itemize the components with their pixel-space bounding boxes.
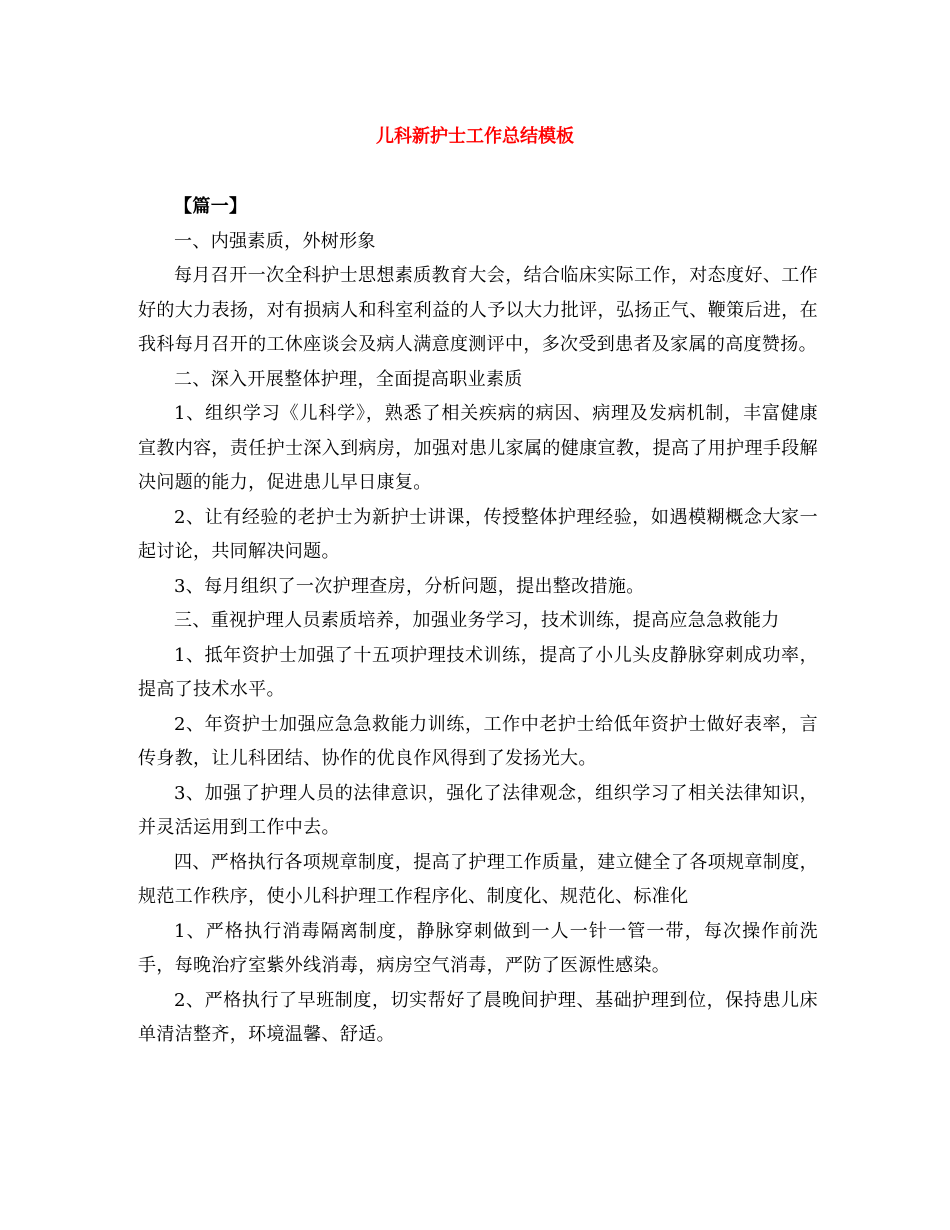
heading-1: 一、内强素质，外树形象 [174, 230, 376, 252]
paragraph: 每月召开一次全科护士思想素质教育大会，结合临床实际工作，对态度好、工作好的大力表扬，对有损病人和科室利益的人予以大力批评，弘扬正气、鞭策后进，在我科每月召开的工休座谈会及病人满意度测评中，多次受到患者及家属的高度赞扬。 [138, 265, 818, 355]
paragraph: 1、抵年资护士加强了十五项护理技术训练，提高了小儿头皮静脉穿刺成功率，提高了技术水平。 [138, 644, 818, 700]
document-title: 儿科新护士工作总结模板 [376, 126, 574, 147]
heading-2: 二、深入开展整体护理，全面提高职业素质 [174, 368, 523, 390]
paragraph: 3、加强了护理人员的法律意识，强化了法律观念，组织学习了相关法律知识，并灵活运用到工作中去。 [138, 782, 818, 838]
heading-3: 三、重视护理人员素质培养，加强业务学习，技术训练，提高应急急救能力 [174, 610, 780, 631]
paragraph: 1、严格执行消毒隔离制度，静脉穿刺做到一人一针一管一带，每次操作前洗手，每晚治疗室紫外线消毒，病房空气消毒，严防了医源性感染。 [138, 920, 818, 976]
heading-4: 四、严格执行各项规章制度，提高了护理工作质量，建立健全了各项规章制度，规范工作秩序，使小儿科护理工作程序化、制度化、规范化、标准化 [138, 851, 818, 907]
paragraph: 2、年资护士加强应急急救能力训练，工作中老护士给低年资护士做好表率，言传身教，让儿科团结、协作的优良作风得到了发扬光大。 [138, 713, 818, 769]
paragraph: 3、每月组织了一次护理查房，分析问题，提出整改措施。 [174, 575, 645, 597]
document-body [138, 190, 818, 1053]
paragraph: 1、组织学习《儿科学》，熟悉了相关疾病的病因、病理及发病机制，丰富健康宣教内容，责任护士深入到病房，加强对患儿家属的健康宣教，提高了用护理手段解决问题的能力，促进患儿早日康复。 [138, 403, 818, 493]
section-tag: 【篇一】 [174, 196, 248, 217]
paragraph: 2、严格执行了早班制度，切实帮好了晨晚间护理、基础护理到位，保持患儿床单清洁整齐，环境温馨、舒适。 [138, 989, 818, 1045]
paragraph: 2、让有经验的老护士为新护士讲课，传授整体护理经验，如遇模糊概念大家一起讨论，共同解决问题。 [138, 506, 818, 562]
